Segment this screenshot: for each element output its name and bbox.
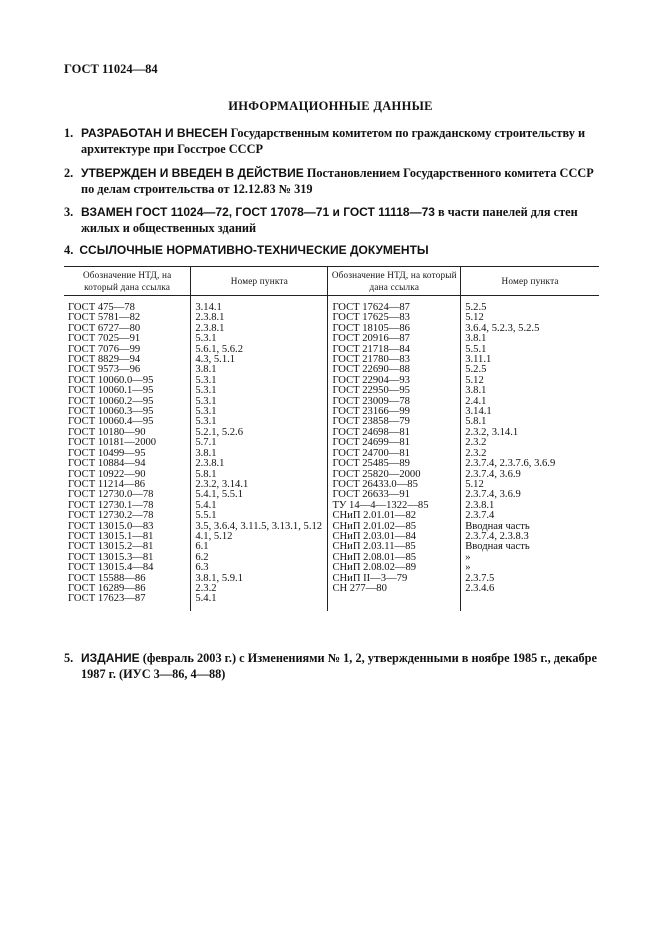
cell-ntd-left: ГОСТ 9573—96 — [64, 365, 191, 375]
cell-clause-right: Вводная часть — [465, 541, 530, 553]
cell-clause-right: 2.3.7.4, 2.3.7.6, 3.6.9 — [465, 458, 556, 470]
page-title: ИНФОРМАЦИОННЫЕ ДАННЫЕ — [228, 99, 433, 113]
cell-ntd-left: ГОСТ 10922—90 — [64, 470, 191, 480]
item-3 — [64, 205, 604, 236]
cell-clause-left: 3.8.1 — [191, 365, 328, 375]
cell-ntd-left: ГОСТ 5781—82 — [64, 313, 191, 323]
references-table — [64, 266, 599, 611]
item-3-lead: ВЗАМЕН ГОСТ 11024—72, ГОСТ 17078—71 и ГОСТ 11118—73 — [81, 205, 435, 219]
cell-clause-right: 5.2.5 — [465, 364, 487, 376]
cell-clause-right: 2.3.7.4, 3.6.9 — [465, 489, 521, 501]
cell-ntd-right: СН 277—80 — [328, 584, 461, 594]
cell-clause-left: 2.3.8.1 — [191, 459, 328, 469]
item-2-lead: УТВЕРЖДЕН И ВВЕДЕН В ДЕЙСТВИЕ — [81, 166, 304, 180]
cell-clause-left: 5.3.1 — [191, 417, 328, 427]
item-3-number: 3. — [64, 205, 74, 219]
cell-ntd-right: ГОСТ 21718—84 — [328, 345, 461, 355]
cell-clause-left: 5.8.1 — [191, 470, 328, 480]
cell-clause-right: Вводная часть — [465, 520, 530, 532]
cell-clause-left: 6.1 — [191, 542, 328, 552]
cell-ntd-right: ГОСТ 24698—81 — [328, 428, 461, 438]
cell-ntd-left: ГОСТ 8829—94 — [64, 355, 191, 365]
table-header-row — [64, 267, 599, 296]
cell-clause-left: 5.2.1, 5.2.6 — [191, 428, 328, 438]
cell-clause-left: 4.1, 5.12 — [191, 532, 328, 542]
cell-clause-left: 5.4.1 — [191, 594, 328, 610]
cell-ntd-right — [328, 594, 461, 610]
cell-ntd-left: ГОСТ 15588—86 — [64, 574, 191, 584]
cell-clause-right: 5.5.1 — [465, 343, 487, 355]
item-5-number: 5. — [64, 651, 74, 665]
cell-ntd-left: ГОСТ 13015.1—81 — [64, 532, 191, 542]
cell-ntd-left: ГОСТ 12730.0—78 — [64, 490, 191, 500]
cell-clause-left: 2.3.2, 3.14.1 — [191, 480, 328, 490]
col-header-clause-left: Номер пункта — [191, 267, 328, 296]
cell-ntd-left: ГОСТ 10499—95 — [64, 449, 191, 459]
cell-ntd-right: ГОСТ 23166—99 — [328, 407, 461, 417]
section-4-number: 4. — [64, 243, 74, 257]
cell-ntd-left: ГОСТ 13015.4—84 — [64, 563, 191, 573]
cell-ntd-left: ГОСТ 13015.3—81 — [64, 553, 191, 563]
cell-ntd-right: ГОСТ 26633—91 — [328, 490, 461, 500]
cell-ntd-right: СНиП 2.08.01—85 — [328, 553, 461, 563]
cell-clause-left: 5.6.1, 5.6.2 — [191, 345, 328, 355]
item-2 — [64, 166, 604, 197]
cell-ntd-left: ГОСТ 13015.0—83 — [64, 522, 191, 532]
cell-clause-left: 5.5.1 — [191, 511, 328, 521]
cell-ntd-left: ГОСТ 10060.4—95 — [64, 417, 191, 427]
cell-ntd-right: СНиП 2.08.02—89 — [328, 563, 461, 573]
cell-ntd-right: ГОСТ 17624—87 — [328, 296, 461, 314]
cell-clause-right: 3.8.1 — [465, 333, 487, 345]
cell-ntd-right: ГОСТ 26433.0—85 — [328, 480, 461, 490]
cell-ntd-left: ГОСТ 475—78 — [64, 296, 191, 314]
item-1-lead: РАЗРАБОТАН И ВНЕСЕН — [81, 126, 228, 140]
cell-clause-left: 5.3.1 — [191, 397, 328, 407]
cell-ntd-right: ГОСТ 22904—93 — [328, 376, 461, 386]
item-5-text: (февраль 2003 г.) с Изменениями № 1, 2, утвержденными в ноябре 1985 г., декабре 1987 г. (ИУС 3—86, 4—88) — [81, 651, 597, 681]
cell-clause-right: 2.3.2, 3.14.1 — [465, 426, 519, 438]
cell-ntd-left: ГОСТ 12730.2—78 — [64, 511, 191, 521]
cell-ntd-right: ГОСТ 22690—88 — [328, 365, 461, 375]
cell-clause-left: 5.4.1, 5.5.1 — [191, 490, 328, 500]
cell-clause-left: 3.14.1 — [191, 296, 328, 314]
cell-clause-right: 2.3.7.4, 2.3.8.3 — [465, 530, 529, 542]
cell-ntd-left: ГОСТ 7025—91 — [64, 334, 191, 344]
cell-clause-left: 3.8.1, 5.9.1 — [191, 574, 328, 584]
document-header: ГОСТ 11024—84 — [64, 62, 158, 76]
item-5 — [64, 651, 604, 682]
cell-ntd-right: СНиП 2.03.01—84 — [328, 532, 461, 542]
cell-ntd-left: ГОСТ 10060.2—95 — [64, 397, 191, 407]
cell-ntd-right: СНиП II—3—79 — [328, 574, 461, 584]
item-1-number: 1. — [64, 126, 74, 140]
cell-ntd-right: СНиП 2.03.11—85 — [328, 542, 461, 552]
section-4-heading — [64, 243, 429, 258]
item-1 — [64, 126, 604, 157]
cell-clause-left: 5.3.1 — [191, 407, 328, 417]
table-row — [64, 296, 599, 314]
cell-clause-right: 3.14.1 — [465, 406, 492, 418]
cell-ntd-left: ГОСТ 11214—86 — [64, 480, 191, 490]
cell-ntd-right: ГОСТ 24699—81 — [328, 438, 461, 448]
cell-clause-right: 5.8.1 — [465, 416, 487, 428]
cell-clause-left: 3.5, 3.6.4, 3.11.5, 3.13.1, 5.12 — [191, 522, 328, 532]
cell-ntd-right: ГОСТ 25820—2000 — [328, 470, 461, 480]
item-3-text: в части панелей для стен жилых и общественных зданий — [81, 205, 578, 235]
cell-ntd-right: ГОСТ 21780—83 — [328, 355, 461, 365]
cell-clause-left: 6.2 — [191, 553, 328, 563]
table-row — [64, 511, 599, 521]
cell-clause-left: 5.3.1 — [191, 376, 328, 386]
cell-clause-left: 6.3 — [191, 563, 328, 573]
item-5-lead: ИЗДАНИЕ — [81, 651, 140, 665]
cell-clause-right: 3.11.1 — [465, 354, 492, 366]
cell-clause-left: 2.3.8.1 — [191, 313, 328, 323]
cell-clause-left: 5.7.1 — [191, 438, 328, 448]
cell-clause-right: 3.8.1 — [465, 385, 487, 397]
cell-clause-right: 2.3.2 — [465, 437, 487, 449]
table-row — [64, 594, 599, 610]
item-2-number: 2. — [64, 166, 74, 180]
cell-ntd-left: ГОСТ 16289—86 — [64, 584, 191, 594]
cell-clause-right: 2.3.7.4, 3.6.9 — [465, 468, 521, 480]
cell-clause-right: 2.4.1 — [465, 395, 487, 407]
cell-clause-left: 5.4.1 — [191, 501, 328, 511]
cell-clause-right: 2.3.8.1 — [465, 499, 495, 511]
cell-ntd-right: СНиП 2.01.01—82 — [328, 511, 461, 521]
cell-ntd-left: ГОСТ 12730.1—78 — [64, 501, 191, 511]
cell-clause-right: 2.3.7.4 — [465, 510, 495, 522]
cell-ntd-left: ГОСТ 10060.1—95 — [64, 386, 191, 396]
cell-ntd-left: ГОСТ 10060.3—95 — [64, 407, 191, 417]
item-1-text: Государственным комитетом по гражданскому строительству и архитектуре при Госстрое СССР — [81, 126, 586, 156]
cell-ntd-left: ГОСТ 10181—2000 — [64, 438, 191, 448]
cell-clause-right: » — [465, 562, 471, 574]
cell-clause-right: 3.6.4, 5.2.3, 5.2.5 — [465, 322, 540, 334]
cell-clause-right: » — [465, 551, 471, 563]
cell-ntd-right: ГОСТ 24700—81 — [328, 449, 461, 459]
cell-ntd-left: ГОСТ 10060.0—95 — [64, 376, 191, 386]
cell-ntd-left: ГОСТ 10180—90 — [64, 428, 191, 438]
cell-clause-left: 3.8.1 — [191, 449, 328, 459]
cell-ntd-right: ГОСТ 18105—86 — [328, 324, 461, 334]
col-header-clause-right: Номер пункта — [461, 267, 599, 296]
cell-clause-right: 5.12 — [465, 374, 484, 386]
cell-ntd-left: ГОСТ 7076—99 — [64, 345, 191, 355]
cell-clause-right: 2.3.7.5 — [465, 572, 495, 584]
cell-clause-right: 5.12 — [465, 312, 484, 324]
cell-clause-right: 5.2.5 — [465, 302, 487, 313]
col-header-ntd-right: Обозначение НТД, на который дана ссылка — [328, 267, 461, 296]
cell-clause-right: 2.3.4.6 — [465, 582, 495, 594]
cell-ntd-left: ГОСТ 10884—94 — [64, 459, 191, 469]
cell-clause-right: 5.12 — [465, 478, 484, 490]
cell-clause-right: 2.3.2 — [465, 447, 487, 459]
cell-ntd-right: ГОСТ 17625—83 — [328, 313, 461, 323]
cell-ntd-right: ГОСТ 22950—95 — [328, 386, 461, 396]
cell-clause-left: 2.3.2 — [191, 584, 328, 594]
cell-ntd-right: ТУ 14—4—1322—85 — [328, 501, 461, 511]
cell-ntd-left: ГОСТ 13015.2—81 — [64, 542, 191, 552]
col-header-ntd-left: Обозначение НТД, на который дана ссылка — [64, 267, 191, 296]
cell-clause-left: 5.3.1 — [191, 386, 328, 396]
cell-clause-left: 5.3.1 — [191, 334, 328, 344]
cell-ntd-right: ГОСТ 25485—89 — [328, 459, 461, 469]
section-4-label: ССЫЛОЧНЫЕ НОРМАТИВНО-ТЕХНИЧЕСКИЕ ДОКУМЕНТЫ — [79, 243, 429, 257]
table-body — [64, 296, 599, 611]
cell-clause-left: 4.3, 5.1.1 — [191, 355, 328, 365]
cell-ntd-right: СНиП 2.01.02—85 — [328, 522, 461, 532]
cell-clause-right — [461, 594, 599, 610]
cell-ntd-right: ГОСТ 23858—79 — [328, 417, 461, 427]
cell-clause-left: 2.3.8.1 — [191, 324, 328, 334]
cell-ntd-left: ГОСТ 17623—87 — [64, 594, 191, 610]
table-row — [64, 563, 599, 573]
cell-ntd-right: ГОСТ 23009—78 — [328, 397, 461, 407]
item-2-text: Постановлением Государственного комитета СССР по делам строительства от 12.12.83 № 319 — [81, 166, 594, 196]
table-row — [64, 459, 599, 469]
cell-ntd-right: ГОСТ 20916—87 — [328, 334, 461, 344]
cell-ntd-left: ГОСТ 6727—80 — [64, 324, 191, 334]
